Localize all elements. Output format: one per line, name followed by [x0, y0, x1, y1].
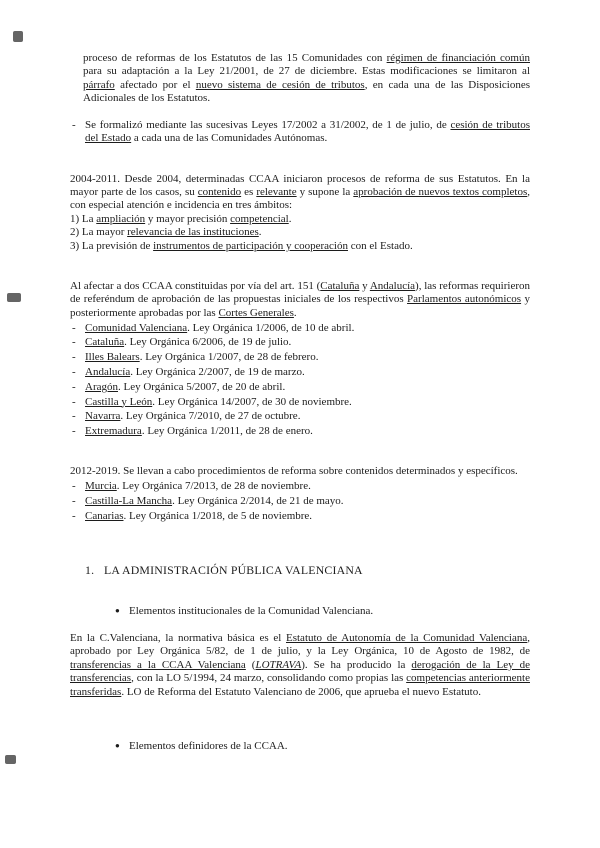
bullet-marker: ● — [115, 741, 120, 751]
text-run: . Ley Orgánica 1/2007, de 28 de febrero. — [139, 351, 319, 364]
section-heading — [85, 563, 530, 577]
text-run: . — [258, 226, 262, 239]
blank-line — [70, 712, 530, 725]
blank-line — [70, 537, 530, 550]
text-run: Castilla-La Mancha — [85, 494, 173, 507]
text-run: transferencias a la CCAA Valenciana — [70, 658, 246, 671]
blank-line — [70, 619, 530, 632]
text-run: competencias anteriormente transferidas — [70, 672, 530, 698]
text-run: párrafo — [83, 78, 115, 91]
law-list-item — [70, 396, 530, 409]
text-run: y mayor precisión — [145, 212, 231, 225]
blank-line — [70, 439, 530, 452]
text-run: relevancia de las instituciones — [127, 226, 259, 239]
law-list-item — [70, 336, 530, 349]
scan-artifact — [5, 755, 16, 764]
blank-line — [70, 577, 530, 590]
text-run: Castilla y León — [85, 395, 153, 408]
bullet-list-item — [115, 739, 530, 753]
text-run: LA ADMINISTRACIÓN PÚBLICA VALENCIANA — [104, 563, 363, 578]
text-run: Elementos definidores de la CCAA. — [129, 740, 288, 753]
text-run: , en cada una de las Disposiciones Adicionales de los Estatutos. — [83, 78, 530, 105]
numbered-line — [70, 240, 530, 253]
text-run: y — [359, 279, 370, 292]
text-run: Se formalizó mediante las sucesivas Leyes 17/2002 a 31/2002, de 1 de julio, de — [85, 119, 451, 132]
text-run: proceso de reformas de los Estatutos de las 15 Comunidades con — [83, 52, 387, 64]
text-run: instrumentos de participación y cooperación — [153, 239, 348, 252]
text-run: Navarra — [85, 410, 121, 423]
dash-marker: - — [72, 321, 76, 334]
law-list-item — [70, 425, 530, 438]
dash-marker: - — [72, 395, 76, 408]
text-run: Elementos institucionales de la Comunidad Valenciana. — [129, 605, 374, 618]
text-run: Estatuto de Autonomía de la Comunidad Valenciana — [286, 631, 528, 644]
text-run: Canarias — [85, 509, 124, 522]
text-run: régimen de financiación común — [386, 52, 530, 64]
text-run: ). Se ha producido la — [301, 658, 412, 671]
blank-line — [70, 159, 530, 172]
dash-list-item — [70, 119, 530, 146]
dash-marker: - — [72, 410, 76, 423]
paragraph — [70, 173, 530, 213]
dash-marker: - — [72, 351, 76, 364]
text-run: . Ley Orgánica 14/2007, de 30 de noviembre. — [152, 395, 352, 408]
text-run: . — [288, 212, 292, 225]
text-run: derogación de la Ley de transferencias — [70, 658, 531, 685]
paragraph — [70, 632, 530, 699]
text-run: . Ley Orgánica 2/2014, de 21 de mayo. — [172, 494, 344, 507]
bullet-marker: ● — [115, 606, 120, 616]
document-content — [70, 52, 530, 754]
text-run: Andalucía — [369, 279, 416, 292]
text-run: nuevo sistema de cesión de tributos — [195, 78, 365, 91]
text-run: . Ley Orgánica 1/2018, de 5 de noviembre. — [123, 509, 313, 522]
text-run: afectado por el — [114, 78, 196, 91]
text-run: Extremadura — [85, 425, 142, 438]
text-run: y posteriormente aprobadas por las — [70, 293, 531, 319]
law-list-item — [70, 410, 530, 423]
text-run: Comunidad Valenciana — [85, 321, 188, 334]
dash-marker: - — [72, 480, 76, 493]
paragraph — [70, 280, 530, 320]
numbered-line — [70, 213, 530, 226]
heading-number: 1. — [85, 563, 95, 578]
text-run: competencial — [230, 212, 289, 225]
paragraph — [83, 52, 530, 106]
text-run: . Ley Orgánica 5/2007, de 20 de abril. — [118, 380, 286, 393]
blank-line — [70, 267, 530, 280]
text-run: LOTRAVA — [255, 658, 302, 671]
text-run: 2012-2019. Se llevan a cabo procedimientos de reforma sobre contenidos determinados y específicos. — [70, 465, 518, 478]
law-list-item — [70, 510, 530, 523]
text-run: Murcia — [85, 480, 117, 493]
blank-line — [70, 106, 530, 119]
text-run: Cataluña — [85, 336, 125, 349]
dash-marker: - — [72, 509, 76, 522]
text-run: . Ley Orgánica 2/2007, de 19 de marzo. — [130, 365, 305, 378]
scan-artifact — [13, 31, 23, 42]
blank-line — [70, 591, 530, 604]
text-run: aprobación de nuevos textos completos — [353, 186, 528, 199]
text-run: ), las reformas requirieron de referéndum de aprobación de las propuestas iniciales de los respectivos — [70, 279, 530, 306]
law-list-item — [70, 351, 530, 364]
numbered-line — [70, 226, 530, 239]
bullet-list-item — [115, 604, 530, 618]
law-list-item — [70, 480, 530, 493]
text-run: es — [241, 186, 257, 199]
text-run: . LO de Reforma del Estatuto Valenciano de 2006, que aprueba el nuevo Estatuto. — [121, 685, 481, 698]
text-run: . Ley Orgánica 6/2006, de 19 de julio. — [124, 336, 292, 349]
text-run: Cortes Generales — [218, 306, 294, 319]
text-run: relevante — [256, 186, 297, 199]
text-run: contenido — [197, 186, 242, 199]
dash-marker: - — [72, 336, 76, 349]
text-run: para su adaptación a la Ley 21/2001, de 27 de diciembre. Estas modificaciones se limitaron al — [83, 65, 530, 78]
scan-artifact — [7, 293, 21, 302]
blank-line — [70, 523, 530, 536]
text-run: Cataluña — [320, 279, 360, 292]
text-run: 2004-2011. Desde 2004, determinadas CCAA iniciaron procesos de reforma de sus Estatutos. En la mayor parte de los casos, su — [70, 172, 530, 199]
text-run: cesión de tributos del Estado — [85, 119, 530, 145]
dash-marker: - — [72, 494, 76, 507]
text-run: Andalucía — [85, 365, 131, 378]
text-run: . Ley Orgánica 7/2013, de 28 de noviembre. — [116, 480, 311, 493]
text-run: . Ley Orgánica 1/2011, de 28 de enero. — [141, 425, 313, 438]
text-run: Parlamentos autonómicos — [407, 293, 522, 306]
text-run: , con la LO 5/1994, 24 marzo, consolidando como propias las — [131, 672, 407, 685]
text-run: 2) La mayor — [70, 226, 128, 239]
text-run: Aragón — [85, 380, 118, 393]
text-run: . — [293, 306, 297, 319]
text-run: ( — [245, 658, 256, 671]
text-run: 3) La previsión de — [70, 239, 154, 252]
blank-line — [70, 146, 530, 159]
law-list-item — [70, 495, 530, 508]
text-run: , con especial atención e incidencia en tres ámbitos: — [70, 186, 530, 212]
text-run: 1) La — [70, 212, 97, 225]
text-run: ampliación — [96, 212, 146, 225]
blank-line — [70, 699, 530, 712]
dash-marker: - — [72, 425, 76, 438]
law-list-item — [70, 366, 530, 379]
law-list-item — [70, 322, 530, 335]
text-run: y supone la — [296, 186, 354, 199]
text-run: Illes Balears — [85, 351, 140, 364]
text-run: con el Estado. — [347, 239, 413, 252]
dash-marker: - — [72, 380, 76, 393]
text-run: En la C.Valenciana, la normativa básica es el — [70, 631, 286, 644]
dash-marker: - — [72, 119, 76, 132]
dash-marker: - — [72, 365, 76, 378]
text-run: Al afectar a dos CCAA constituidas por vía del art. 151 ( — [70, 279, 321, 292]
blank-line — [70, 452, 530, 465]
blank-line — [70, 726, 530, 739]
text-run: a cada una de las Comunidades Autónomas. — [131, 132, 328, 145]
text-run: , aprobado por Ley Orgánica 5/82, de 1 de julio, y la Ley Orgánica, 10 de Agosto de 1982, de — [70, 631, 530, 658]
law-list-item — [70, 381, 530, 394]
paragraph — [70, 465, 530, 478]
blank-line — [70, 550, 530, 563]
text-run: . Ley Orgánica 1/2006, de 10 de abril. — [187, 321, 355, 334]
text-run: . Ley Orgánica 7/2010, de 27 de octubre. — [120, 410, 301, 423]
blank-line — [70, 253, 530, 266]
